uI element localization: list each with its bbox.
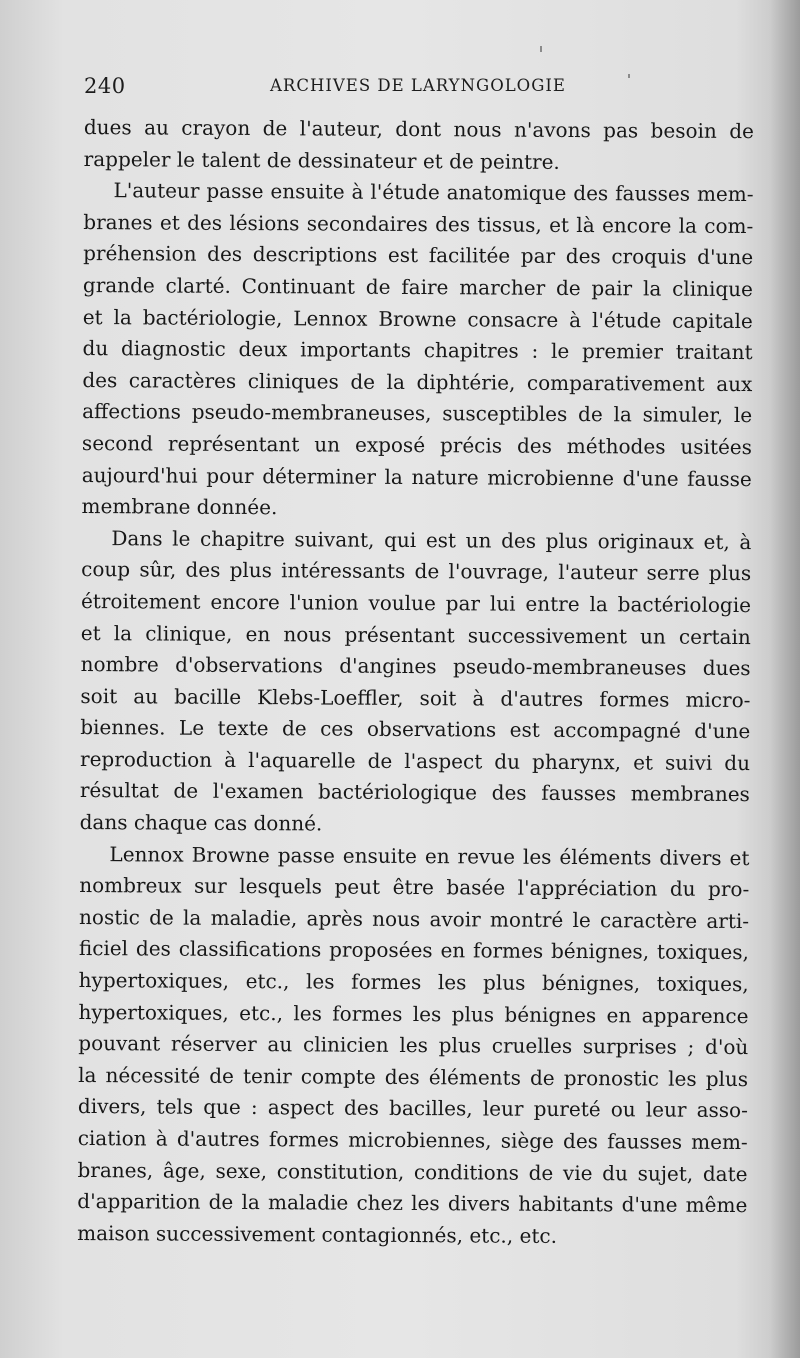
paragraph-first-line: Lennox Browne passe ensuite en revue les éléments divers et xyxy=(109,841,750,870)
page-number: 240 xyxy=(84,74,126,98)
text-line: coup sûr, des plus intéressants de l'ouvrage, l'auteur serre plus xyxy=(81,557,752,586)
text-line: et la bactériologie, Lennox Browne consacre à l'étude capitale xyxy=(82,304,753,333)
text-line: branes et des lésions secondaires des tissus, et là encore la com- xyxy=(83,209,754,238)
text-line: rappeler le talent de dessinateur et de peintre. xyxy=(83,146,560,174)
text-line: d'apparition de la maladie chez les divers habitants d'une même xyxy=(77,1189,748,1218)
text-line: du diagnostic deux importants chapitres : le premier traitant xyxy=(82,336,753,365)
text-line: dans chaque cas donné. xyxy=(79,810,323,836)
text-line: branes, âge, sexe, constitution, conditions de vie du sujet, date xyxy=(77,1157,748,1186)
text-line: soit au bacille Klebs-Loeffler, soit à d'autres formes micro- xyxy=(80,683,751,712)
text-line: membrane donnée. xyxy=(81,494,278,520)
text-line: dues au crayon de l'auteur, dont nous n'avons pas besoin de xyxy=(83,114,754,144)
running-title: ARCHIVES DE LARYNGOLOGIE xyxy=(270,76,566,95)
text-line: étroitement encore l'union voulue par lui entre la bactériologie xyxy=(80,588,752,617)
page-header xyxy=(84,68,604,104)
text-line: pouvant réserver au clinicien les plus cruelles surprises ; d'où xyxy=(78,1031,749,1060)
text-line: reproduction à l'aquarelle de l'aspect du pharynx, et suivi du xyxy=(79,746,751,775)
text-line: aujourd'hui pour déterminer la nature microbienne d'une fausse xyxy=(81,462,752,491)
text-line: hypertoxiques, etc., les formes les plus bénignes en apparence xyxy=(78,999,749,1028)
paragraph-first-line: L'auteur passe ensuite à l'étude anatomique des fausses mem- xyxy=(113,178,754,207)
text-line: second représentant un exposé précis des méthodes usitées xyxy=(81,430,753,460)
paper-speck xyxy=(540,46,542,52)
body-text xyxy=(77,112,754,1253)
text-line: affections pseudo-membraneuses, susceptibles de la simuler, le xyxy=(82,399,753,428)
paper-speck xyxy=(628,74,630,78)
text-line: nostic de la maladie, après nous avoir montré le caractère arti- xyxy=(79,904,750,933)
text-line: et la clinique, en nous présentant successivement un certain xyxy=(80,620,751,649)
text-line: nombre d'observations d'angines pseudo-membraneuses dues xyxy=(80,652,751,681)
text-line: divers, tels que : aspect des bacilles, leur pureté ou leur asso- xyxy=(77,1094,748,1123)
text-line: maison successivement contagionnés, etc., etc. xyxy=(77,1220,558,1248)
text-line: ficiel des classifications proposées en formes bénignes, toxiques, xyxy=(78,936,749,965)
text-line: préhension des descriptions est facilitée par des croquis d'une xyxy=(83,241,754,270)
paragraph-first-line: Dans le chapitre suivant, qui est un des plus originaux et, à xyxy=(111,525,752,554)
text-line: ciation à d'autres formes microbiennes, siège des fausses mem- xyxy=(77,1125,748,1155)
text-line: des caractères cliniques de la diphtérie, comparativement aux xyxy=(82,367,753,396)
text-line: grande clarté. Continuant de faire marcher de pair la clinique xyxy=(82,272,754,302)
text-line: résultat de l'examen bactériologique des fausses membranes xyxy=(79,778,750,807)
text-line: nombreux sur lesquels peut être basée l'appréciation du pro- xyxy=(79,873,750,902)
text-line: biennes. Le texte de ces observations est accompagné d'une xyxy=(80,715,751,744)
text-line: la nécessité de tenir compte des éléments de pronostic les plus xyxy=(78,1062,749,1091)
text-line: hypertoxiques, etc., les formes les plus bénignes, toxiques, xyxy=(78,968,749,997)
page-edge-shadow xyxy=(770,0,800,1358)
